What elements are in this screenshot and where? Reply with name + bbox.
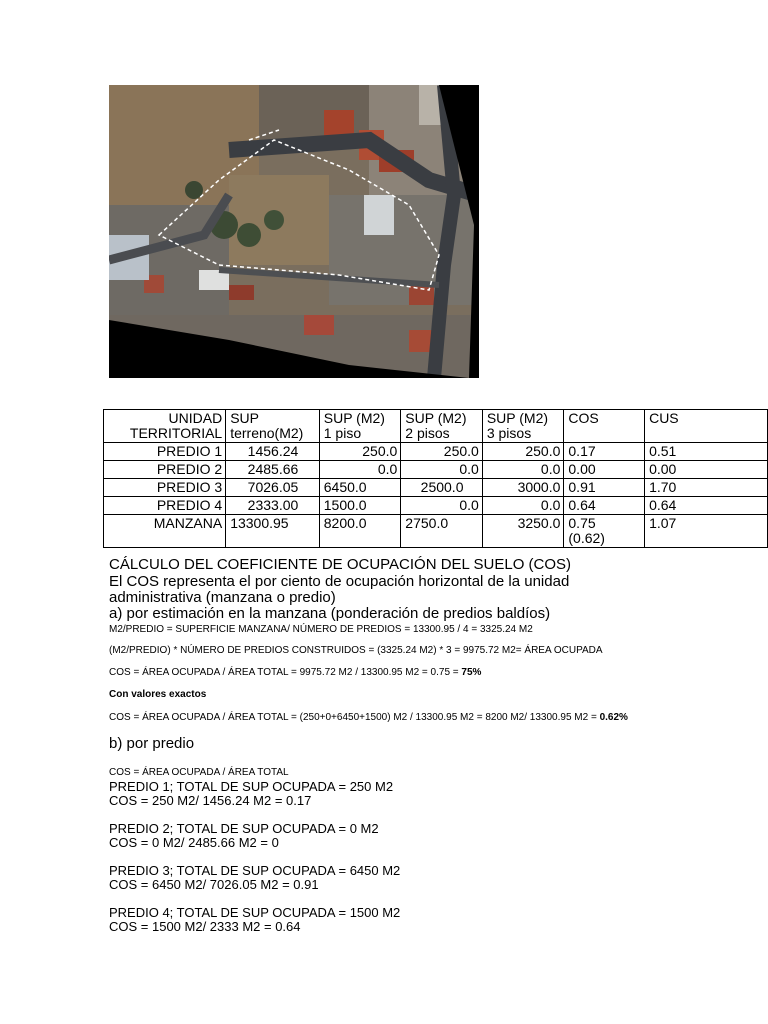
formula-result: 75% [461, 667, 482, 678]
formula-line: M2/PREDIO = SUPERFICIE MANZANA/ NÚMERO DE PREDIOS = 13300.95 / 4 = 3325.24 M2 [109, 624, 533, 635]
cell-p2: 0.0 [401, 461, 483, 479]
territorial-units-table [103, 409, 768, 548]
formula-line [109, 712, 628, 724]
cell-p1: 0.0 [319, 461, 401, 479]
cell-name: MANZANA [104, 515, 226, 548]
cell-sup: 7026.05 [226, 479, 320, 497]
predio-4-block [109, 906, 400, 934]
subsection-b-title: b) por predio [109, 735, 195, 752]
cell-p2: 2750.0 [401, 515, 483, 548]
cell-name: PREDIO 1 [104, 443, 226, 461]
predio-line: PREDIO 1; TOTAL DE SUP OCUPADA = 250 M2 [109, 779, 394, 794]
cell-cus: 0.64 [645, 497, 768, 515]
cell-p2: 250.0 [401, 443, 483, 461]
table-header-row [104, 410, 768, 443]
cell-sup: 2485.66 [226, 461, 320, 479]
cell-sup: 2333.00 [226, 497, 320, 515]
cell-cus: 1.07 [645, 515, 768, 548]
cell-p2: 2500.0 [401, 479, 483, 497]
predio-line: COS = 0 M2/ 2485.66 M2 = 0 [109, 835, 279, 850]
table-row [104, 461, 768, 479]
cell-cus: 1.70 [645, 479, 768, 497]
cos-value: 0.00 [568, 461, 596, 477]
predio-line: COS = 6450 M2/ 7026.05 M2 = 0.91 [109, 877, 319, 892]
predio-line: PREDIO 3; TOTAL DE SUP OCUPADA = 6450 M2 [109, 863, 401, 878]
formula-text: COS = ÁREA OCUPADA / ÁREA TOTAL = (250+0+6450+1500) M2 / 13300.95 M2 = 8200 M2/ 13300.95 M2 = [109, 712, 600, 723]
formula-line: (M2/PREDIO) * NÚMERO DE PREDIOS CONSTRUIDOS = (3325.24 M2) * 3 = 9975.72 M2= ÁREA OCUPADA [109, 645, 603, 656]
cell-cus: 0.51 [645, 443, 768, 461]
predio-3-block [109, 864, 400, 892]
header-sup-2-pisos: SUP (M2) 2 pisos [401, 410, 483, 443]
cell-name: PREDIO 2 [104, 461, 226, 479]
cell-name: PREDIO 4 [104, 497, 226, 515]
header-unidad: UNIDAD TERRITORIAL [104, 410, 226, 443]
predio-line: COS = 1500 M2/ 2333 M2 = 0.64 [109, 919, 301, 934]
table-row [104, 479, 768, 497]
formula-text: COS = ÁREA OCUPADA / ÁREA TOTAL = 9975.72 M2 / 13300.95 M2 = 0.75 = [109, 667, 462, 678]
cos-value: 0.75 [568, 515, 596, 531]
cell-sup: 13300.95 [226, 515, 320, 548]
cell-p1: 250.0 [319, 443, 401, 461]
header-sup-terreno: SUP terreno(M2) [226, 410, 320, 443]
formula-line [109, 667, 481, 679]
cell-p3: 3250.0 [482, 515, 564, 548]
header-sup-1-piso: SUP (M2) 1 piso [319, 410, 401, 443]
cell-p3: 250.0 [482, 443, 564, 461]
predio-line: PREDIO 4; TOTAL DE SUP OCUPADA = 1500 M2 [109, 905, 401, 920]
cell-cos [564, 461, 645, 479]
subsection-a-title: a) por estimación en la manzana (ponderación de predios baldíos) [109, 605, 551, 622]
cell-p1: 8200.0 [319, 515, 401, 548]
cos-value: 0.64 [568, 497, 596, 513]
predio-1-block [109, 780, 393, 808]
intro-line-1: El COS representa el por ciento de ocupación horizontal de la unidad [109, 573, 570, 590]
cell-cos [564, 515, 645, 548]
cell-p3: 0.0 [482, 461, 564, 479]
header-cos: COS [564, 410, 645, 443]
exact-values-title: Con valores exactos [109, 689, 207, 700]
cell-cus: 0.00 [645, 461, 768, 479]
cell-p2: 0.0 [401, 497, 483, 515]
cell-sup: 1456.24 [226, 443, 320, 461]
cell-p1: 1500.0 [319, 497, 401, 515]
cos-exact-value: (0.62) [568, 530, 605, 546]
predio-line: PREDIO 2; TOTAL DE SUP OCUPADA = 0 M2 [109, 821, 379, 836]
intro-line-2: administrativa (manzana o predio) [109, 589, 336, 606]
header-sup-3-pisos: SUP (M2) 3 pisos [482, 410, 564, 443]
cell-p1: 6450.0 [319, 479, 401, 497]
table-row [104, 515, 768, 548]
cell-cos [564, 443, 645, 461]
predio-2-block [109, 822, 379, 850]
cell-cos [564, 497, 645, 515]
section-heading: CÁLCULO DEL COEFICIENTE DE OCUPACIÓN DEL SUELO (COS) [109, 556, 572, 573]
header-cus: CUS [645, 410, 768, 443]
cell-p3: 3000.0 [482, 479, 564, 497]
cos-value: 0.17 [568, 443, 596, 459]
table-row [104, 497, 768, 515]
cell-cos [564, 479, 645, 497]
predio-line: COS = 250 M2/ 1456.24 M2 = 0.17 [109, 793, 312, 808]
cell-p3: 0.0 [482, 497, 564, 515]
aerial-photo [109, 85, 479, 378]
table-row [104, 443, 768, 461]
cos-value: 0.91 [568, 479, 596, 495]
formula-result: 0.62% [599, 712, 628, 723]
cell-name: PREDIO 3 [104, 479, 226, 497]
formula-line: COS = ÁREA OCUPADA / ÁREA TOTAL [109, 767, 289, 778]
